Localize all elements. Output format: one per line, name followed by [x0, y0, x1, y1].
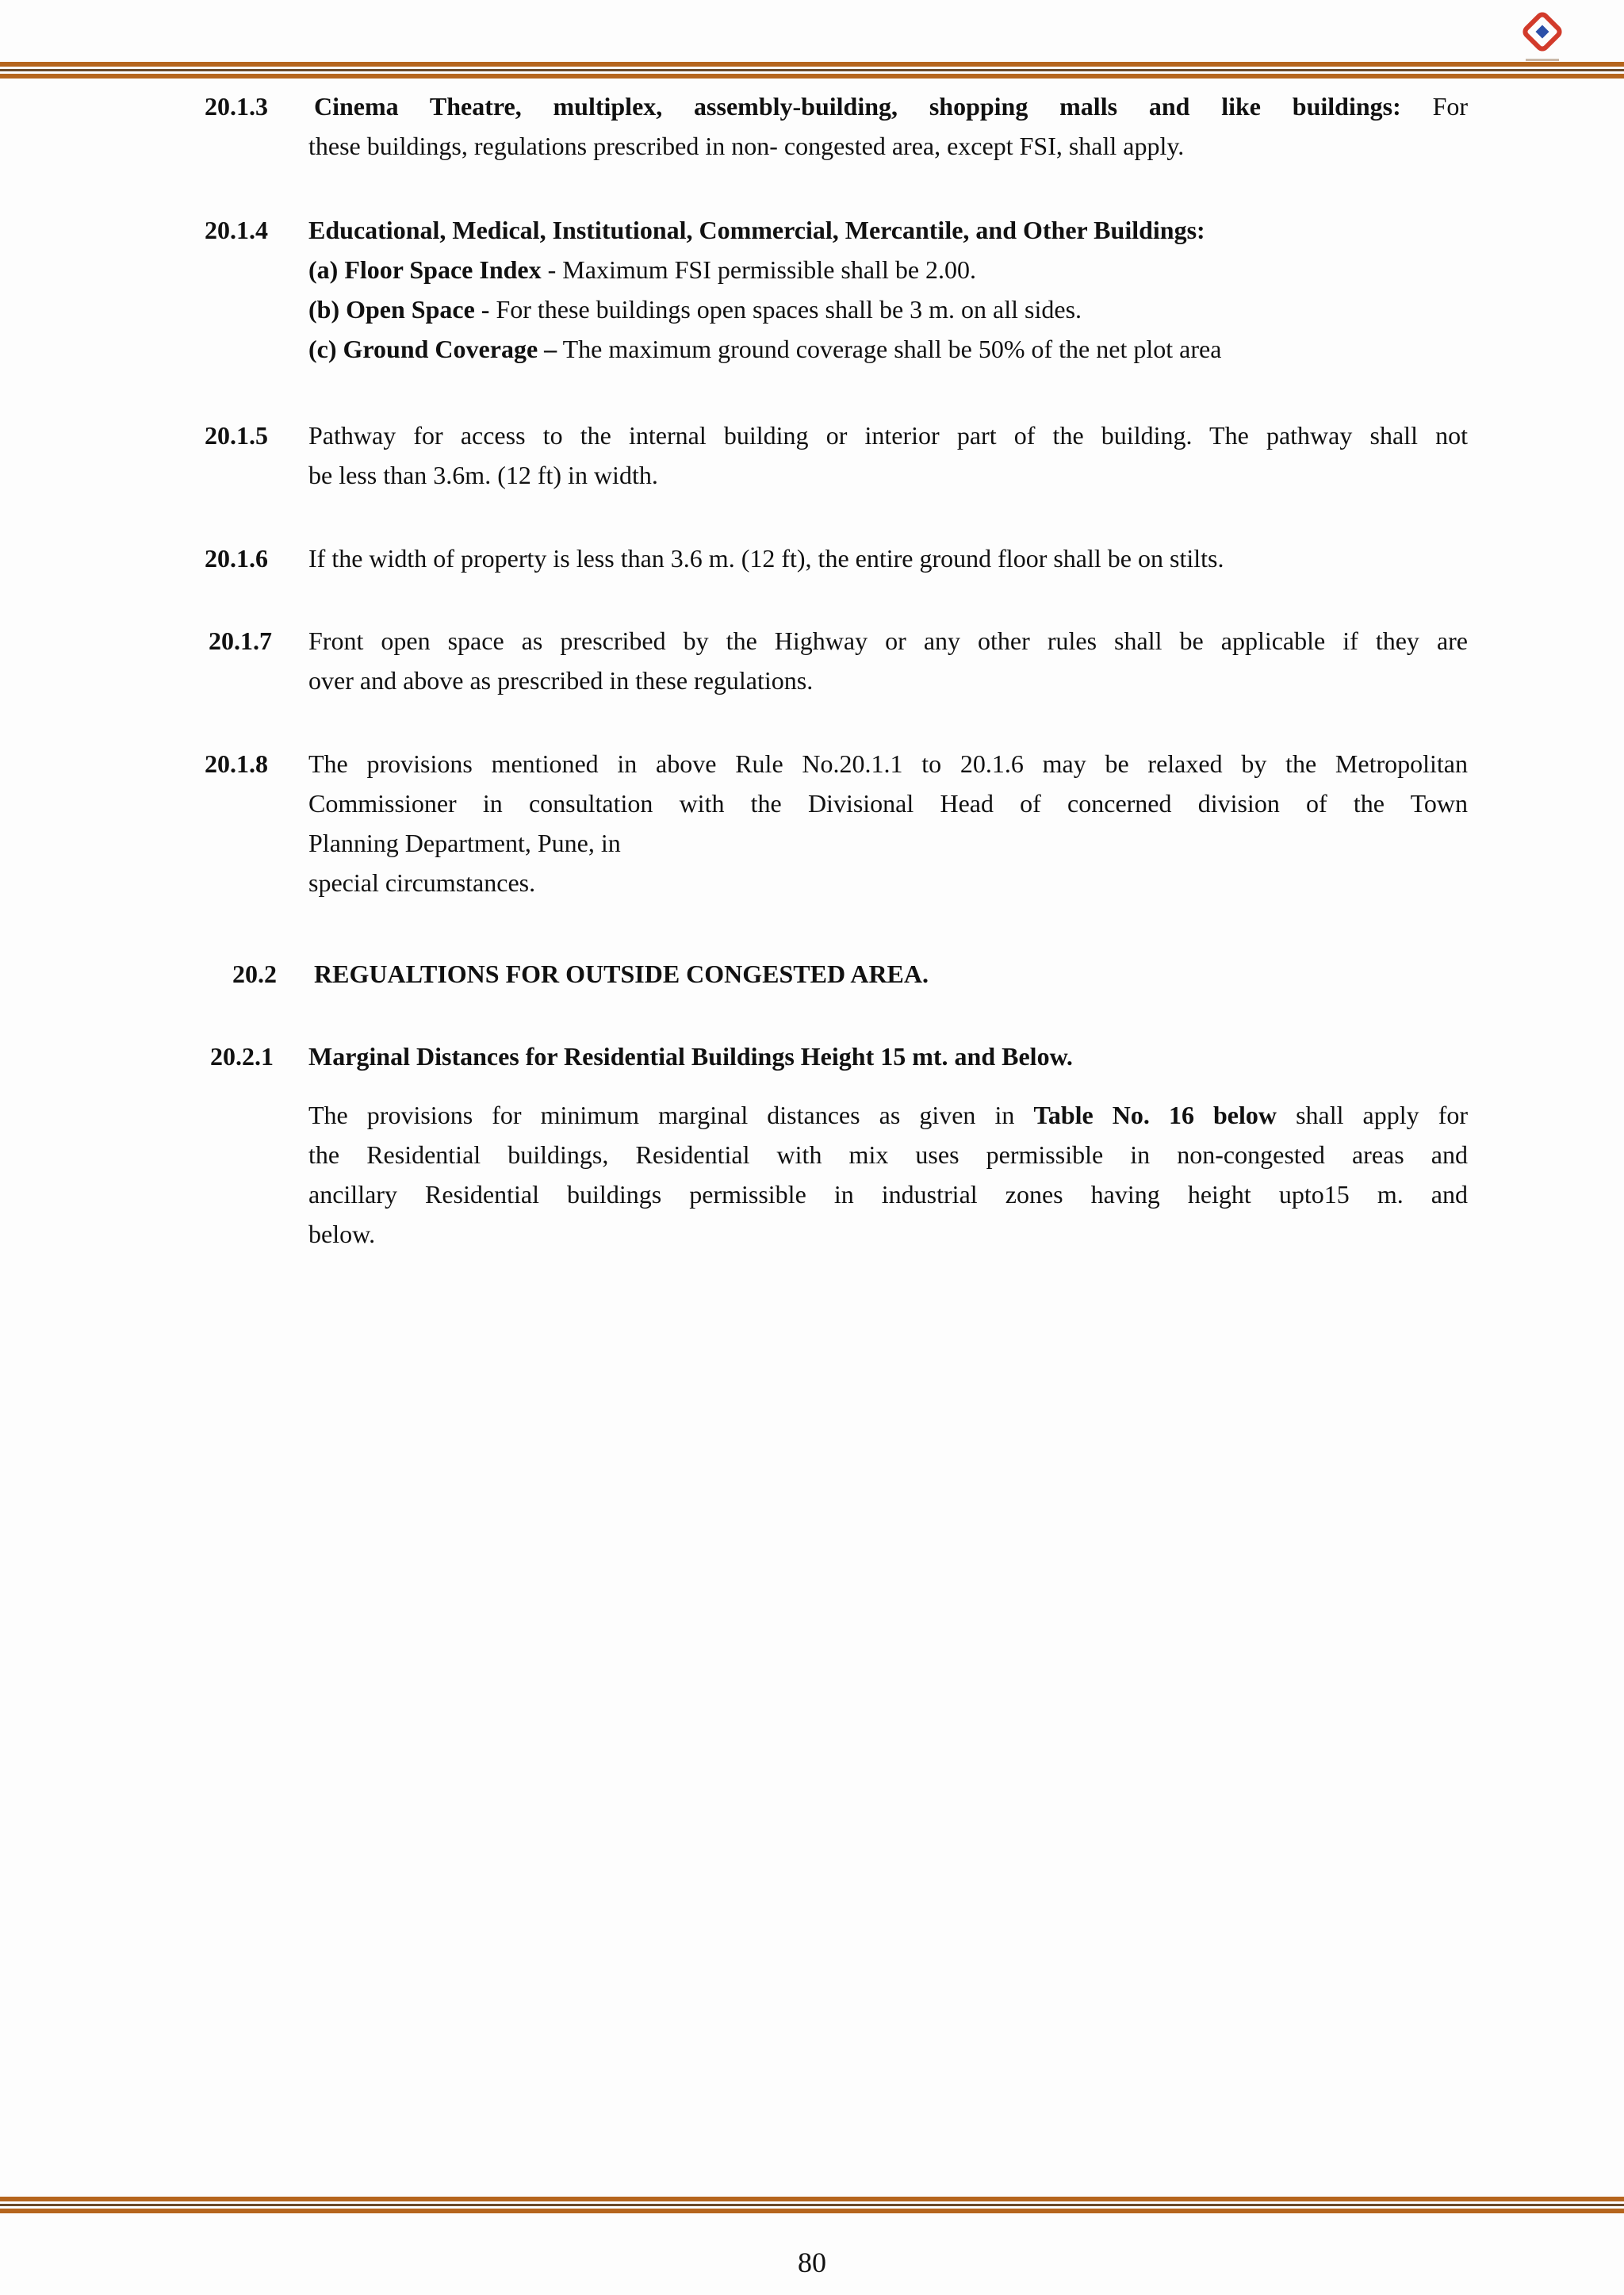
section-number: 20.2.1 [210, 1042, 274, 1071]
section-number: 20.1.3 [205, 92, 268, 121]
section-text: Front open space as prescribed by the Highway or any other rules shall be applicable if they are [308, 626, 1468, 655]
section-title: Educational, Medical, Institutional, Commercial, Mercantile, and Other Buildings: [308, 216, 1205, 244]
clause-b: (b) Open Space - For these buildings open spaces shall be 3 m. on all sides. [308, 295, 1082, 324]
section-text: Pathway for access to the internal building or interior part of the building. The pathway shall not [308, 421, 1468, 450]
pmrda-logo-icon [1516, 6, 1568, 67]
section-number: 20.1.4 [205, 216, 268, 244]
section-text: The provisions mentioned in above Rule No.20.1.1 to 20.1.6 may be relaxed by the Metropolitan [308, 749, 1468, 778]
paragraph-line: ancillary Residential buildings permissible in industrial zones having height upto15 m. and [308, 1180, 1468, 1209]
section-title: Marginal Distances for Residential Buildings Height 15 mt. and Below. [308, 1042, 1073, 1071]
section-number: 20.1.7 [209, 626, 272, 655]
section-number: 20.1.8 [205, 749, 268, 778]
section-text: For [1432, 92, 1469, 121]
header-rule [0, 62, 1624, 82]
footer-rule [0, 2197, 1624, 2217]
section-number: 20.2 [232, 960, 277, 988]
section-text: these buildings, regulations prescribed in non- congested area, except FSI, shall apply. [308, 132, 1185, 160]
section-text: Commissioner in consultation with the Divisional Head of concerned division of the Town [308, 789, 1468, 818]
section-text: Planning Department, Pune, in [308, 829, 621, 857]
paragraph-line: below. [308, 1220, 376, 1248]
section-text: over and above as prescribed in these regulations. [308, 666, 814, 695]
paragraph-line: the Residential buildings, Residential with mix uses permissible in non-congested areas and [308, 1140, 1468, 1169]
clause-c: (c) Ground Coverage – The maximum ground coverage shall be 50% of the net plot area [308, 335, 1222, 363]
clause-a: (a) Floor Space Index - Maximum FSI permissible shall be 2.00. [308, 255, 977, 284]
page-number: 80 [798, 2247, 826, 2278]
table-reference: Table No. 16 below [1033, 1101, 1277, 1129]
section-title: REGUALTIONS FOR OUTSIDE CONGESTED AREA. [314, 960, 929, 988]
section-title: Cinema Theatre, multiplex, assembly-building, shopping malls and like buildings: [314, 92, 1401, 121]
section-text: be less than 3.6m. (12 ft) in width. [308, 461, 658, 489]
section-text: special circumstances. [308, 868, 536, 897]
section-number: 20.1.6 [205, 544, 268, 573]
section-number: 20.1.5 [205, 421, 268, 450]
paragraph-line: The provisions for minimum marginal distances as given in Table No. 16 below shall apply for [308, 1101, 1469, 1129]
section-text: If the width of property is less than 3.6 m. (12 ft), the entire ground floor shall be on stilts. [308, 544, 1224, 573]
